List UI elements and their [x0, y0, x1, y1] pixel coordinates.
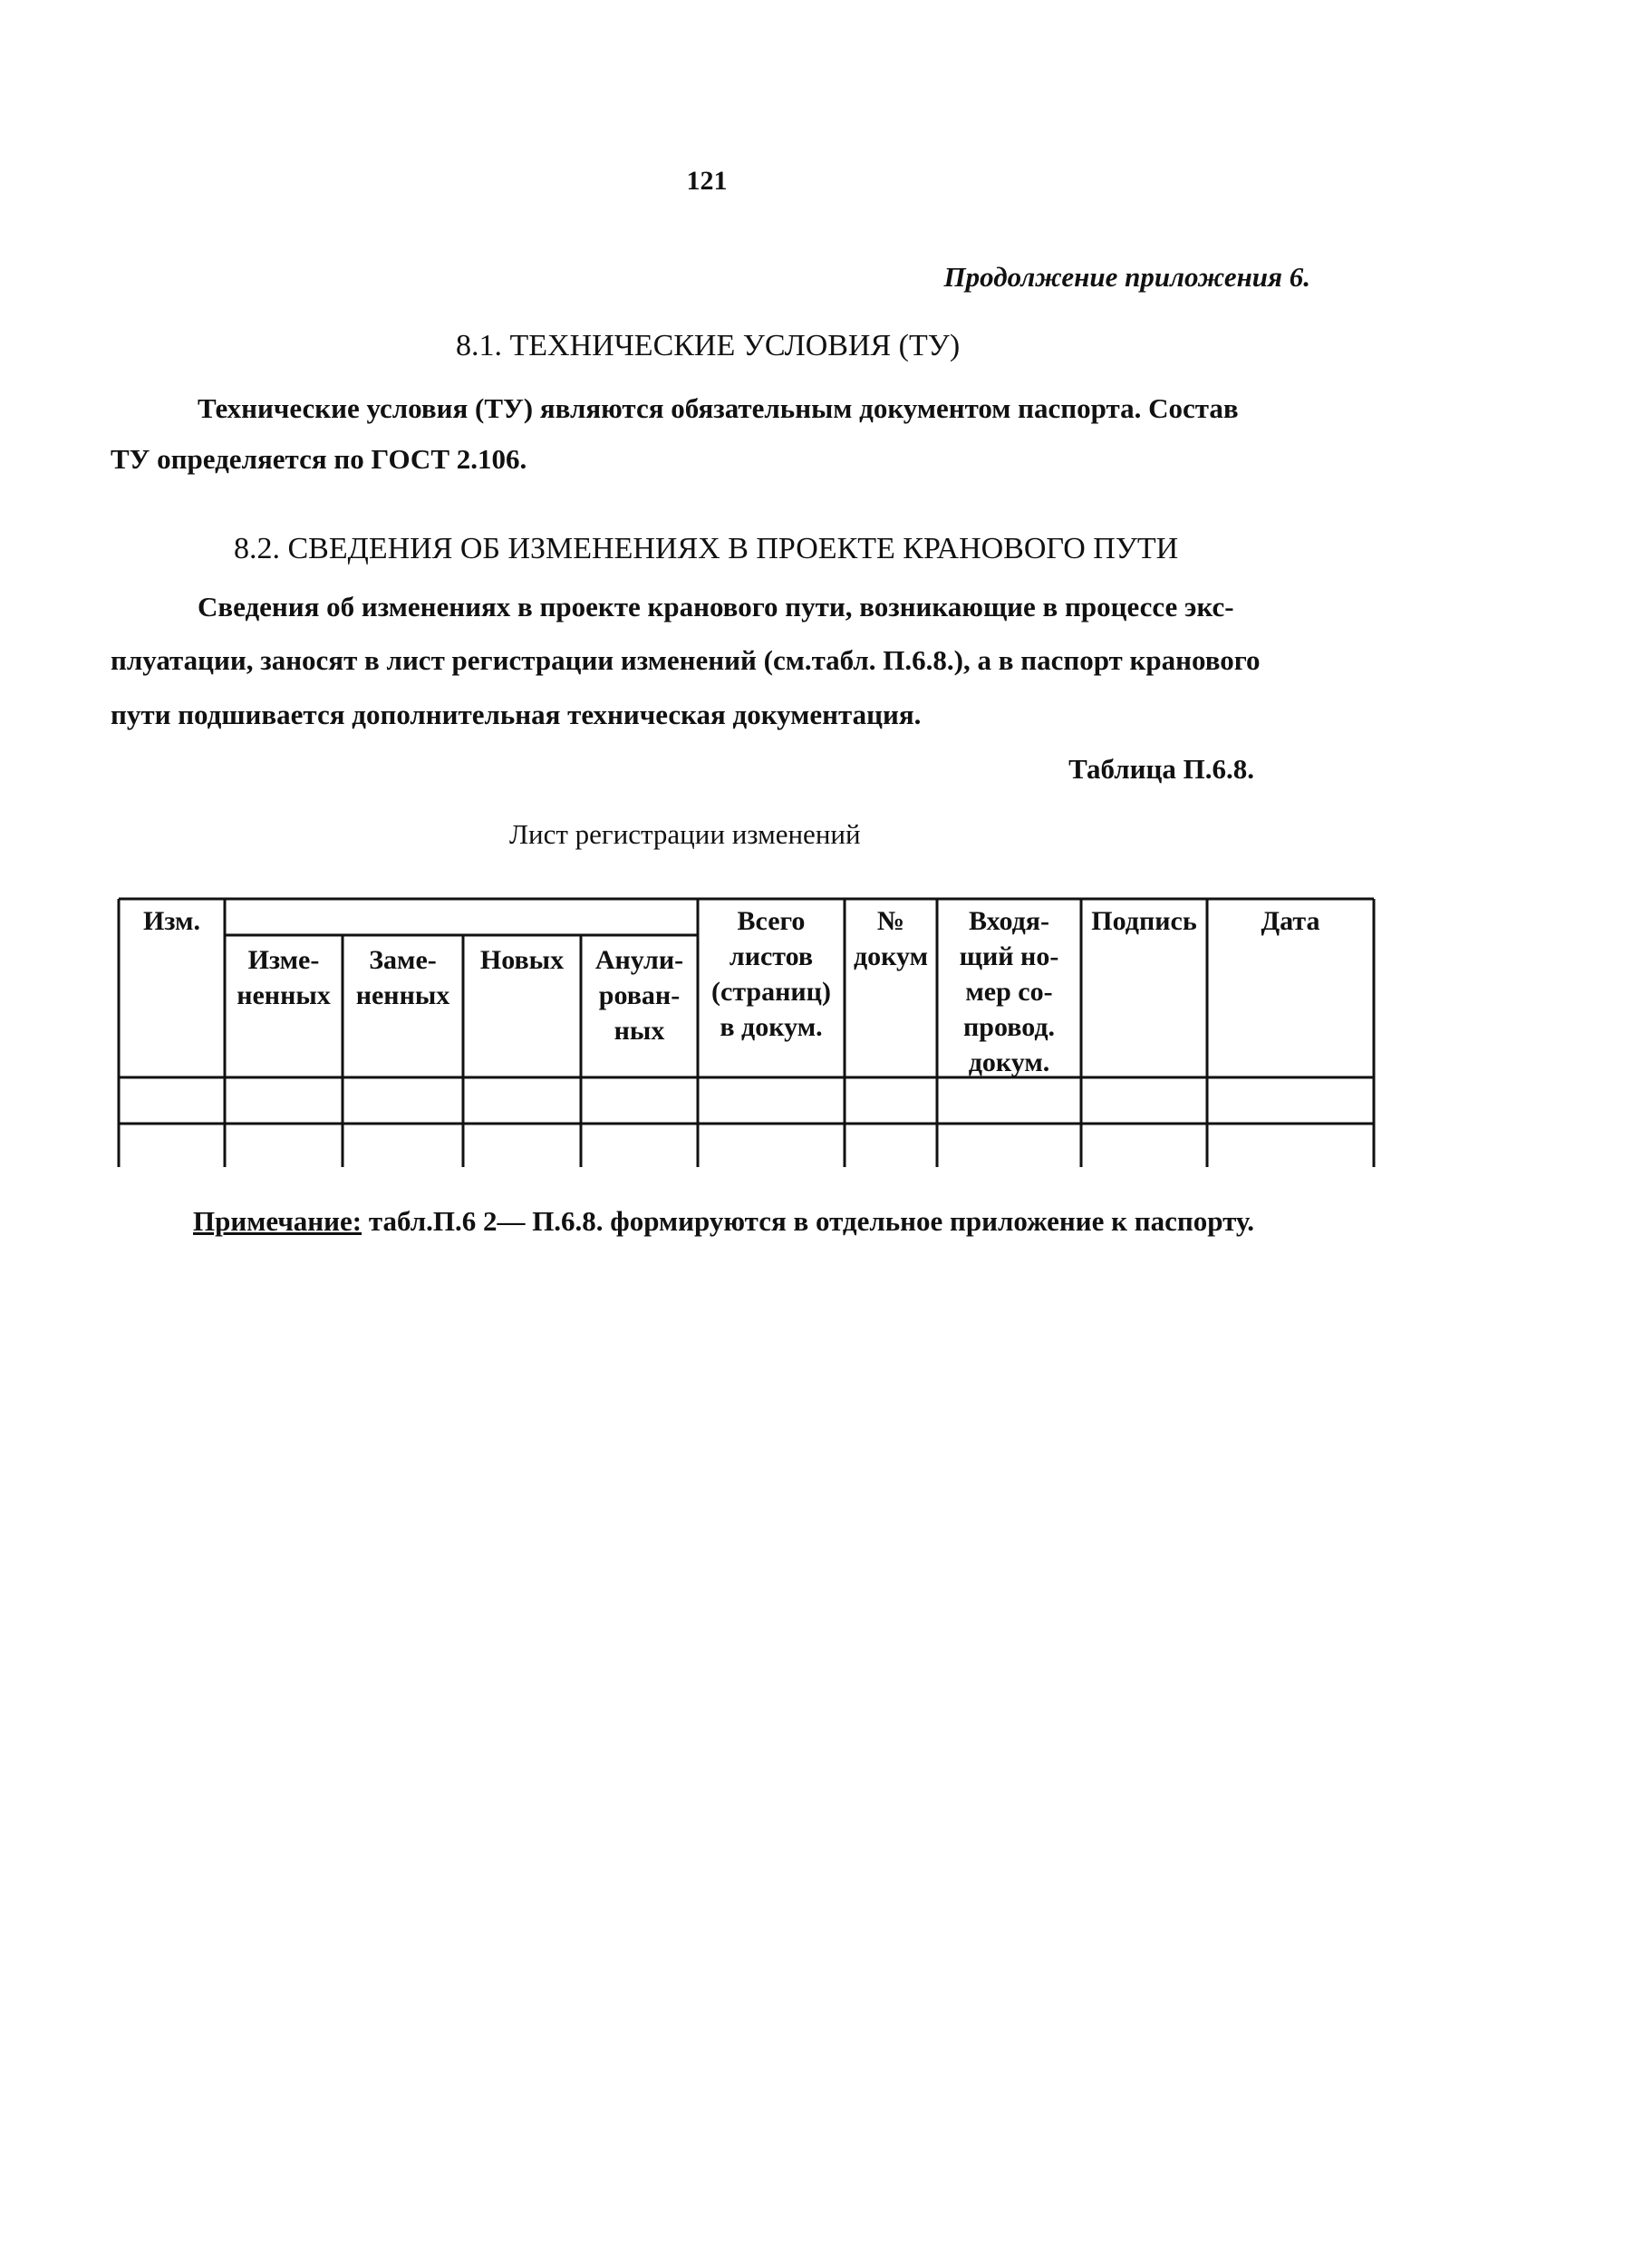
column-header-signature: Подпись [1091, 906, 1197, 936]
table-label: Таблица П.6.8. [1068, 753, 1254, 785]
column-header-izm: Изм. [143, 906, 200, 936]
column-header-annulled: Анули- рован- ных [594, 945, 684, 1046]
column-header-total-sheets: Всего листов (страниц) в докум. [711, 906, 831, 1042]
section-8-2-line-3: пути подшивается дополнительная техническая документация. [111, 699, 922, 730]
section-8-2-line-2: плуатации, заносят в лист регистрации изменений (см.табл. П.6.8.), а в паспорт кранового [111, 644, 1261, 676]
table-note [193, 1205, 1254, 1238]
section-8-2-heading: 8.2. СВЕДЕНИЯ ОБ ИЗМЕНЕНИЯХ В ПРОЕКТЕ КРАНОВОГО ПУТИ [234, 532, 1179, 565]
section-8-1-line-2: ТУ определяется по ГОСТ 2.106. [111, 443, 527, 475]
column-header-date: Дата [1261, 906, 1320, 936]
note-label: Примечание: [193, 1205, 362, 1237]
column-header-doc-number: № докум [853, 906, 929, 971]
column-header-new: Новых [479, 945, 565, 975]
table-title: Лист регистрации изменений [509, 818, 861, 850]
page-number: 121 [686, 166, 728, 196]
section-8-2-line-1: Сведения об изменениях в проекте кранового пути, возникающие в процессе экс- [198, 591, 1234, 622]
note-text: табл.П.6 2— П.6.8. формируются в отдельное приложение к паспорту. [362, 1205, 1255, 1237]
column-header-changed: Изме- ненных [237, 945, 331, 1010]
section-8-1-line-1: Технические условия (ТУ) являются обязательным документом паспорта. Состав [198, 392, 1239, 424]
section-8-1-heading: 8.1. ТЕХНИЧЕСКИЕ УСЛОВИЯ (ТУ) [456, 329, 961, 362]
column-header-replaced: Заме- ненных [355, 945, 450, 1010]
appendix-continuation: Продолжение приложения 6. [943, 261, 1310, 293]
column-header-incoming-number: Входя- щий но- мер со- провод. докум. [959, 906, 1059, 1077]
